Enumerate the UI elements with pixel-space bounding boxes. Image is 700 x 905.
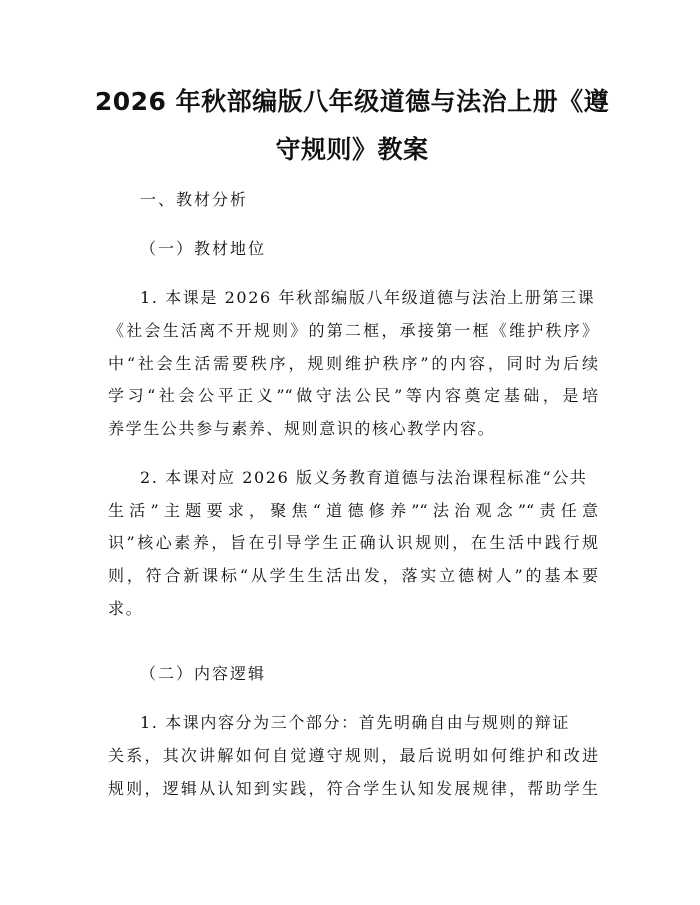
subsection-heading-content-logic: （二）内容逻辑 [140,664,267,683]
paragraph-1-line: 1. 本课是 2026 年秋部编版八年级道德与法治上册第三课 [140,288,596,307]
document-title-line-1: 2026 年秋部编版八年级道德与法治上册《遵 [94,87,610,116]
paragraph-3-line: 规则，逻辑从认知到实践，符合学生认知发展规律，帮助学生 [108,779,598,798]
paragraph-1-line: 养学生公共参与素养、规则意识的核心教学内容。 [108,419,496,438]
paragraph-3-line: 1. 本课内容分为三个部分：首先明确自由与规则的辩证 [140,713,570,732]
paragraph-2-line: 2. 本课对应 2026 版义务教育道德与法治课程标准“公共 [140,468,588,487]
paragraph-2-line: 则，符合新课标“从学生生活出发，落实立德树人”的基本要 [108,566,598,585]
document-title [92,78,612,174]
document-title-line-2: 守规则》教案 [275,135,429,164]
paragraph-1-line: 中“社会生活需要秩序，规则维护秩序”的内容，同时为后续 [108,354,598,373]
paragraph-1-line: 《社会生活离不开规则》的第二框，承接第一框《维护秩序》 [108,321,598,340]
paragraph-2-line: 生活”主题要求，聚焦“道德修养”“法治观念”“责任意 [108,501,598,520]
subsection-heading-materials-position: （一）教材地位 [140,239,267,258]
paragraph-2-line: 识”核心素养，旨在引导学生正确认识规则，在生活中践行规 [108,533,598,552]
paragraph-1-line: 学习“社会公平正义”“做守法公民”等内容奠定基础，是培 [108,386,598,405]
paragraph-2-line: 求。 [108,599,144,618]
section-heading-materials-analysis: 一、教材分析 [140,190,249,209]
paragraph-3-line: 关系，其次讲解如何自觉遵守规则，最后说明如何维护和改进 [108,746,598,765]
